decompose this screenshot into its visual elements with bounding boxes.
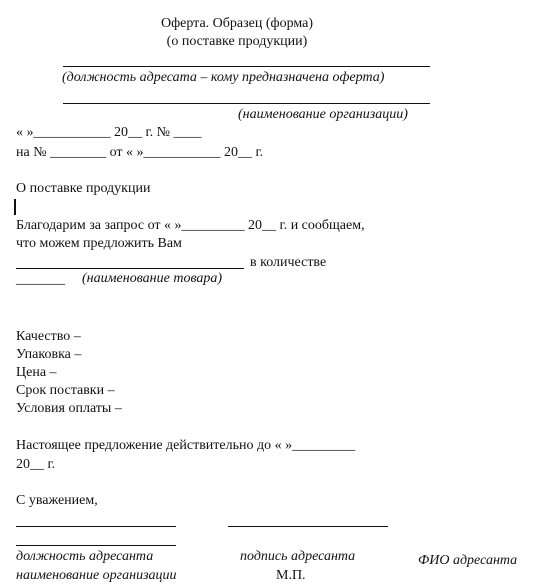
text-cursor xyxy=(14,199,16,215)
doc-date-number: « »___________ 20__ г. № ____ xyxy=(16,125,202,140)
validity-line-2: 20__ г. xyxy=(16,457,56,472)
subject-line: О поставке продукции xyxy=(16,181,151,196)
signature-position-label: должность адресанта xyxy=(16,549,154,564)
validity-line-1: Настоящее предложение действительно до « »_________ xyxy=(16,438,356,453)
goods-name-line xyxy=(16,268,244,269)
document-title: Оферта. Образец (форма) xyxy=(160,16,314,31)
signature-sign-label: подпись адресанта xyxy=(240,549,356,564)
body-line-1: Благодарим за запрос от « »_________ 20__ г. и сообщаем, xyxy=(16,218,365,233)
addressee-position-line xyxy=(63,66,430,67)
body-quantity-label: в количестве xyxy=(250,255,327,270)
addressee-org-hint: (наименование организации) xyxy=(238,107,408,122)
document-subtitle: (о поставке продукции) xyxy=(166,34,308,49)
term-packaging: Упаковка – xyxy=(16,347,82,362)
signature-sign-line xyxy=(228,526,388,527)
quantity-blank: _______ xyxy=(16,272,65,287)
signature-org-label: наименование организации xyxy=(16,568,177,583)
addressee-org-line xyxy=(63,103,430,104)
body-line-2: что можем предложить Вам xyxy=(16,236,182,251)
term-price: Цена – xyxy=(16,365,57,380)
signature-position-line xyxy=(16,526,176,527)
term-delivery: Срок поставки – xyxy=(16,383,115,398)
closing-phrase: С уважением, xyxy=(16,493,98,508)
term-quality: Качество – xyxy=(16,329,81,344)
signature-name-label: ФИО адресанта xyxy=(418,553,518,568)
doc-reply-reference: на № ________ от « »___________ 20__ г. xyxy=(16,145,264,160)
signature-org-line xyxy=(16,545,176,546)
stamp-label: М.П. xyxy=(276,568,306,583)
goods-name-hint: (наименование товара) xyxy=(82,271,223,286)
term-payment: Условия оплаты – xyxy=(16,401,122,416)
addressee-position-hint: (должность адресата – кому предназначена оферта) xyxy=(62,70,385,85)
